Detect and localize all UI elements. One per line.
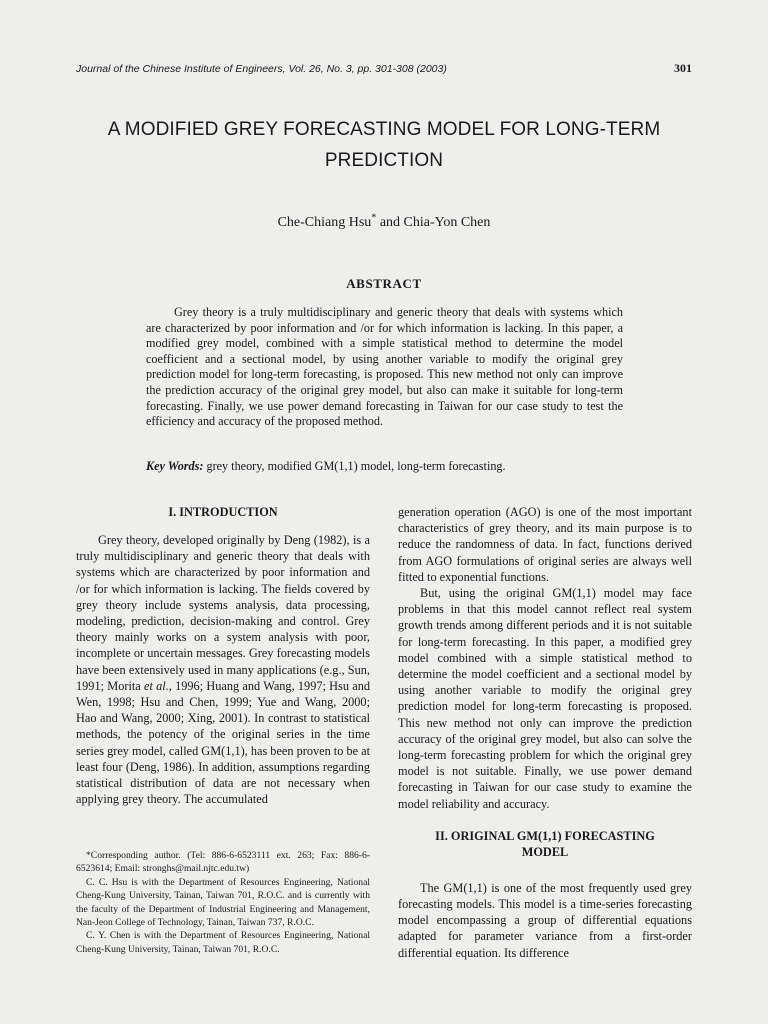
- intro-et-al: et al.: [144, 678, 169, 693]
- section-2-heading-line-2: MODEL: [521, 844, 569, 859]
- abstract-body: [146, 305, 623, 430]
- title-line-1: A MODIFIED GREY FORECASTING MODEL FOR LONG-TERM: [107, 119, 661, 140]
- journal-header: Journal of the Chinese Institute of Engineers, Vol. 26, No. 3, pp. 301-308 (2003): [76, 63, 447, 75]
- corresponding-author-marker: *: [371, 212, 377, 224]
- keywords: [146, 458, 626, 474]
- keywords-label: Key Words:: [146, 459, 204, 473]
- title-line-2: PREDICTION: [324, 150, 444, 171]
- intro-continuation: generation operation (AGO) is one of the most important characteristics of grey theory, and its main purpose is to reduce the randomness of data. In fact, functions derived from AGO formulations of original series are always well fitted to exponential functions.: [398, 505, 692, 584]
- abstract-heading: ABSTRACT: [346, 276, 422, 291]
- introduction-heading: I. INTRODUCTION: [168, 505, 278, 519]
- section-2-heading-line-1: II. ORIGINAL GM(1,1) FORECASTING: [435, 828, 655, 843]
- abstract-text: Grey theory is a truly multidisciplinary and generic theory that deals with systems which are characterized by poor information and /or for which information is lacking. In this paper, a modified grey model, combined with a simple statistical method to determine the model coefficient and a sectional model, by using another variable to modify the original grey prediction model for long-term forecasting, is proposed. This new method not only can improve the prediction accuracy of the original grey model, but also can make it suitable for long-term forecasting. Finally, we use power demand forecasting in Taiwan for our case study to test the efficiency and accuracy of the proposed method.: [146, 305, 623, 429]
- author-1: Che-Chiang Hsu: [277, 215, 372, 230]
- footnotes: [76, 849, 370, 956]
- intro-text-part-1: Grey theory, developed originally by Deng (1982), is a truly multidisciplinary and generic theory that deals with systems which are characterized by poor information and /or for which information is lacking. The fields covered by grey theory include systems analysis, data processing, modeling, prediction, decision-making and control. Grey theory mainly works on a system analysis with poor, incomplete or uncertain messages. Grey forecasting models have been extensively used in many applications (e.g., Sun, 1991; Morita: [76, 533, 370, 693]
- intro-text-part-2: , 1996; Huang and Wang, 1997; Hsu and Wen, 1998; Hsu and Chen, 1999; Yue and Wang, 2000; Hao and Wang, 2000; Xing, 2001). In contrast to statistical methods, the potency of the original series in the time series grey model, called GM(1,1), has been proven to be at least four (Deng, 1986). In addition, assumptions regarding statistical distribution of data are not necessary when applying grey theory. The accumulated: [76, 678, 371, 807]
- footnote-author-2: C. Y. Chen is with the Department of Resources Engineering, National Cheng-Kung University, Tainan, Taiwan 701, R.O.C.: [76, 930, 370, 955]
- paper-title: [60, 114, 708, 176]
- footnote-author-1: C. C. Hsu is with the Department of Resources Engineering, National Cheng-Kung University, Tainan, Taiwan 701, R.O.C. and is currently with the faculty of the Department of Industrial Engineering and Management, Nan-Jeon College of Technology, Tainan, Taiwan 737, R.O.C.: [76, 876, 370, 929]
- keywords-text: grey theory, modified GM(1,1) model, long-term forecasting.: [203, 459, 506, 473]
- introduction-paragraph-2: But, using the original GM(1,1) model may face problems in that this model cannot reflect real system growth trends among different periods and it is not suitable for long-term forecasting. In this paper, a modified grey model combined with a simple statistical method to determine the model coefficient and a sectional model by using another variable to modify the original grey prediction model for long-term forecasting is proposed. This new method not only can improve the prediction accuracy of the original grey model, but also can solve the long-term forecasting problem for which the original grey model is not suitable. Finally, we use power demand forecasting in Taiwan for our case study to examine the model reliability and accuracy.: [398, 586, 692, 811]
- introduction-paragraph-1: [76, 532, 370, 807]
- page-number: 301: [674, 61, 692, 75]
- author-2: and Chia-Yon Chen: [376, 215, 491, 230]
- footnote-corresponding: *Corresponding author. (Tel: 886-6-6523111 ext. 263; Fax: 886-6-6523614; Email: stronghs@mail.njtc.edu.tw): [76, 850, 370, 875]
- left-column: [76, 504, 370, 807]
- section-2-heading: [398, 828, 692, 860]
- author-list: [60, 213, 708, 233]
- right-column: [398, 504, 692, 961]
- section-2-paragraph-1: The GM(1,1) is one of the most frequently used grey forecasting models. This model is a time-series forecasting model encompassing a group of differential equations adapted for parameter variance from a first-order differential equation. Its difference: [398, 880, 692, 960]
